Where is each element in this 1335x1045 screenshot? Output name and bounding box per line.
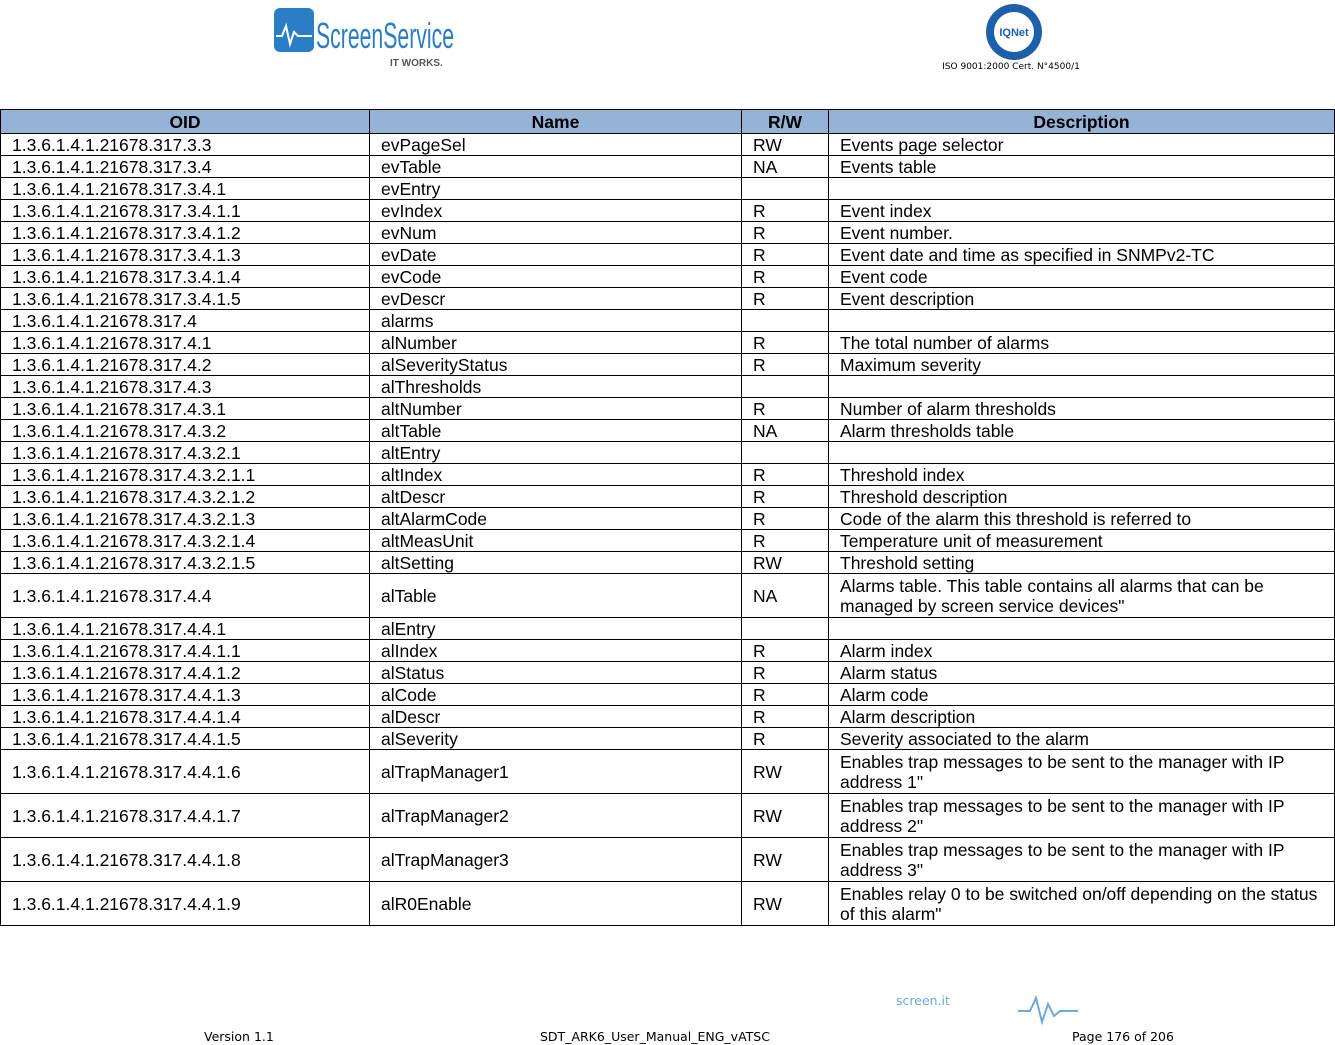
cell-oid: 1.3.6.1.4.1.21678.317.4.2: [1, 354, 370, 376]
svg-text:IQNet: IQNet: [999, 27, 1029, 39]
cell-description: Threshold setting: [829, 552, 1335, 574]
table-row: [1, 354, 1335, 376]
cell-description: Events table: [829, 156, 1335, 178]
cell-name: alR0Enable: [370, 882, 742, 926]
cell-rw: RW: [742, 750, 829, 794]
table-row: [1, 882, 1335, 926]
cell-rw: R: [742, 266, 829, 288]
cell-description: Threshold index: [829, 464, 1335, 486]
cell-description: Event date and time as specified in SNMPv2-TC: [829, 244, 1335, 266]
table-row: [1, 464, 1335, 486]
cell-rw: [742, 178, 829, 200]
cell-name: altTable: [370, 420, 742, 442]
table-row: [1, 442, 1335, 464]
table-row: [1, 222, 1335, 244]
cell-oid: 1.3.6.1.4.1.21678.317.4.4.1: [1, 618, 370, 640]
cell-oid: 1.3.6.1.4.1.21678.317.4: [1, 310, 370, 332]
cell-name: altEntry: [370, 442, 742, 464]
footer-page-number: Page 176 of 206: [1072, 1029, 1174, 1044]
cell-rw: R: [742, 508, 829, 530]
column-header-oid: OID: [1, 110, 370, 134]
cell-oid: 1.3.6.1.4.1.21678.317.3.4.1.4: [1, 266, 370, 288]
cell-description: Enables trap messages to be sent to the manager with IP address 3": [829, 838, 1335, 882]
cell-name: alTrapManager1: [370, 750, 742, 794]
cell-oid: 1.3.6.1.4.1.21678.317.4.4.1.8: [1, 838, 370, 882]
table-row: [1, 838, 1335, 882]
cell-oid: 1.3.6.1.4.1.21678.317.4.3.1: [1, 398, 370, 420]
table-row: [1, 530, 1335, 552]
table-row: [1, 640, 1335, 662]
cell-description: Alarm status: [829, 662, 1335, 684]
table-row: [1, 398, 1335, 420]
cell-name: evTable: [370, 156, 742, 178]
cell-name: alNumber: [370, 332, 742, 354]
cell-rw: R: [742, 662, 829, 684]
cell-rw: [742, 618, 829, 640]
table-row: [1, 750, 1335, 794]
cell-description: Number of alarm thresholds: [829, 398, 1335, 420]
cell-oid: 1.3.6.1.4.1.21678.317.4.3: [1, 376, 370, 398]
cell-description: Event description: [829, 288, 1335, 310]
cell-oid: 1.3.6.1.4.1.21678.317.4.3.2.1.4: [1, 530, 370, 552]
cell-name: alSeverity: [370, 728, 742, 750]
cell-rw: R: [742, 288, 829, 310]
column-header-rw: R/W: [742, 110, 829, 134]
cell-name: altNumber: [370, 398, 742, 420]
cell-rw: RW: [742, 838, 829, 882]
cell-name: evDate: [370, 244, 742, 266]
table-row: [1, 728, 1335, 750]
cell-oid: 1.3.6.1.4.1.21678.317.3.4.1.1: [1, 200, 370, 222]
cell-oid: 1.3.6.1.4.1.21678.317.4.4.1.9: [1, 882, 370, 926]
cell-name: alDescr: [370, 706, 742, 728]
cell-name: alThresholds: [370, 376, 742, 398]
cell-oid: 1.3.6.1.4.1.21678.317.4.4.1.4: [1, 706, 370, 728]
cell-description: Enables trap messages to be sent to the manager with IP address 1": [829, 750, 1335, 794]
cell-rw: RW: [742, 134, 829, 156]
cell-description: Event code: [829, 266, 1335, 288]
footer-decoration: [208, 990, 1178, 1030]
cell-name: evPageSel: [370, 134, 742, 156]
cell-description: [829, 178, 1335, 200]
cell-description: Threshold description: [829, 486, 1335, 508]
cell-oid: 1.3.6.1.4.1.21678.317.4.1: [1, 332, 370, 354]
cell-rw: R: [742, 640, 829, 662]
cell-description: Event number.: [829, 222, 1335, 244]
table-row: [1, 310, 1335, 332]
cell-oid: 1.3.6.1.4.1.21678.317.3.3: [1, 134, 370, 156]
table-row: [1, 684, 1335, 706]
table-row: [1, 508, 1335, 530]
table-row: [1, 552, 1335, 574]
iso-cert-text: ISO 9001:2000 Cert. N°4500/1: [942, 62, 1080, 72]
cell-oid: 1.3.6.1.4.1.21678.317.4.3.2.1.1: [1, 464, 370, 486]
table-row: [1, 178, 1335, 200]
cell-rw: R: [742, 684, 829, 706]
footer-version: Version 1.1: [204, 1029, 274, 1044]
cell-description: Maximum severity: [829, 354, 1335, 376]
table-row: [1, 574, 1335, 618]
cell-oid: 1.3.6.1.4.1.21678.317.3.4: [1, 156, 370, 178]
cell-description: [829, 310, 1335, 332]
cell-name: evDescr: [370, 288, 742, 310]
cell-description: Event index: [829, 200, 1335, 222]
table-row: [1, 200, 1335, 222]
cell-rw: R: [742, 728, 829, 750]
cell-name: alTrapManager2: [370, 794, 742, 838]
table-row: [1, 288, 1335, 310]
cell-oid: 1.3.6.1.4.1.21678.317.4.4.1.7: [1, 794, 370, 838]
cell-oid: 1.3.6.1.4.1.21678.317.4.4: [1, 574, 370, 618]
cell-oid: 1.3.6.1.4.1.21678.317.3.4.1: [1, 178, 370, 200]
cell-rw: [742, 310, 829, 332]
table-header-row: [1, 110, 1335, 134]
cell-oid: 1.3.6.1.4.1.21678.317.4.3.2.1.5: [1, 552, 370, 574]
screenservice-logo: [272, 6, 458, 70]
cell-name: alTable: [370, 574, 742, 618]
cell-name: alEntry: [370, 618, 742, 640]
table-row: [1, 618, 1335, 640]
cell-name: altDescr: [370, 486, 742, 508]
cell-rw: RW: [742, 882, 829, 926]
cell-name: alTrapManager3: [370, 838, 742, 882]
cell-rw: R: [742, 706, 829, 728]
cell-name: altIndex: [370, 464, 742, 486]
svg-text:IT WORKS.: IT WORKS.: [390, 58, 443, 69]
cell-oid: 1.3.6.1.4.1.21678.317.4.4.1.2: [1, 662, 370, 684]
cell-name: altSetting: [370, 552, 742, 574]
cell-description: Alarm thresholds table: [829, 420, 1335, 442]
cell-oid: 1.3.6.1.4.1.21678.317.3.4.1.3: [1, 244, 370, 266]
table-row: [1, 266, 1335, 288]
cell-oid: 1.3.6.1.4.1.21678.317.4.4.1.1: [1, 640, 370, 662]
column-header-name: Name: [370, 110, 742, 134]
cell-rw: RW: [742, 552, 829, 574]
cell-name: evIndex: [370, 200, 742, 222]
cell-oid: 1.3.6.1.4.1.21678.317.4.3.2.1.2: [1, 486, 370, 508]
table-row: [1, 156, 1335, 178]
table-row: [1, 244, 1335, 266]
cell-rw: NA: [742, 156, 829, 178]
cell-oid: 1.3.6.1.4.1.21678.317.4.3.2.1.3: [1, 508, 370, 530]
cell-description: Alarm index: [829, 640, 1335, 662]
svg-text:ScreenService: ScreenService: [316, 15, 454, 56]
table-row: [1, 706, 1335, 728]
cell-name: evEntry: [370, 178, 742, 200]
cell-oid: 1.3.6.1.4.1.21678.317.4.4.1.5: [1, 728, 370, 750]
cell-name: alStatus: [370, 662, 742, 684]
cell-description: Events page selector: [829, 134, 1335, 156]
cell-description: [829, 376, 1335, 398]
cell-rw: R: [742, 200, 829, 222]
cell-rw: [742, 376, 829, 398]
cell-description: Alarm description: [829, 706, 1335, 728]
cell-name: alarms: [370, 310, 742, 332]
cell-description: Code of the alarm this threshold is referred to: [829, 508, 1335, 530]
cell-description: [829, 442, 1335, 464]
cell-description: Alarm code: [829, 684, 1335, 706]
table-row: [1, 794, 1335, 838]
cell-rw: R: [742, 244, 829, 266]
cell-oid: 1.3.6.1.4.1.21678.317.4.4.1.6: [1, 750, 370, 794]
oid-table: [0, 109, 1335, 926]
cell-name: alSeverityStatus: [370, 354, 742, 376]
cell-rw: R: [742, 398, 829, 420]
cell-rw: RW: [742, 794, 829, 838]
cell-rw: NA: [742, 574, 829, 618]
table-row: [1, 376, 1335, 398]
cell-description: Temperature unit of measurement: [829, 530, 1335, 552]
table-row: [1, 332, 1335, 354]
cell-rw: [742, 442, 829, 464]
cell-name: alCode: [370, 684, 742, 706]
cell-description: The total number of alarms: [829, 332, 1335, 354]
cell-rw: R: [742, 354, 829, 376]
cell-description: [829, 618, 1335, 640]
cell-rw: R: [742, 332, 829, 354]
cell-description: Enables relay 0 to be switched on/off depending on the status of this alarm": [829, 882, 1335, 926]
table-row: [1, 662, 1335, 684]
cell-name: evCode: [370, 266, 742, 288]
cell-rw: R: [742, 530, 829, 552]
cell-name: altMeasUnit: [370, 530, 742, 552]
table-row: [1, 134, 1335, 156]
cell-description: Enables trap messages to be sent to the manager with IP address 2": [829, 794, 1335, 838]
footer-brand: screen.it: [896, 993, 950, 1008]
cell-oid: 1.3.6.1.4.1.21678.317.3.4.1.2: [1, 222, 370, 244]
cell-rw: R: [742, 222, 829, 244]
table-row: [1, 486, 1335, 508]
cell-name: altAlarmCode: [370, 508, 742, 530]
cell-rw: NA: [742, 420, 829, 442]
footer-document-name: SDT_ARK6_User_Manual_ENG_vATSC: [540, 1029, 770, 1044]
cell-rw: R: [742, 464, 829, 486]
cell-name: evNum: [370, 222, 742, 244]
table-row: [1, 420, 1335, 442]
cell-oid: 1.3.6.1.4.1.21678.317.3.4.1.5: [1, 288, 370, 310]
cell-oid: 1.3.6.1.4.1.21678.317.4.3.2.1: [1, 442, 370, 464]
cell-rw: R: [742, 486, 829, 508]
cell-oid: 1.3.6.1.4.1.21678.317.4.4.1.3: [1, 684, 370, 706]
cell-oid: 1.3.6.1.4.1.21678.317.4.3.2: [1, 420, 370, 442]
iqnet-certification-seal: [984, 2, 1044, 62]
cell-description: Alarms table. This table contains all alarms that can be managed by screen service devices": [829, 574, 1335, 618]
column-header-description: Description: [829, 110, 1335, 134]
cell-description: Severity associated to the alarm: [829, 728, 1335, 750]
cell-name: alIndex: [370, 640, 742, 662]
